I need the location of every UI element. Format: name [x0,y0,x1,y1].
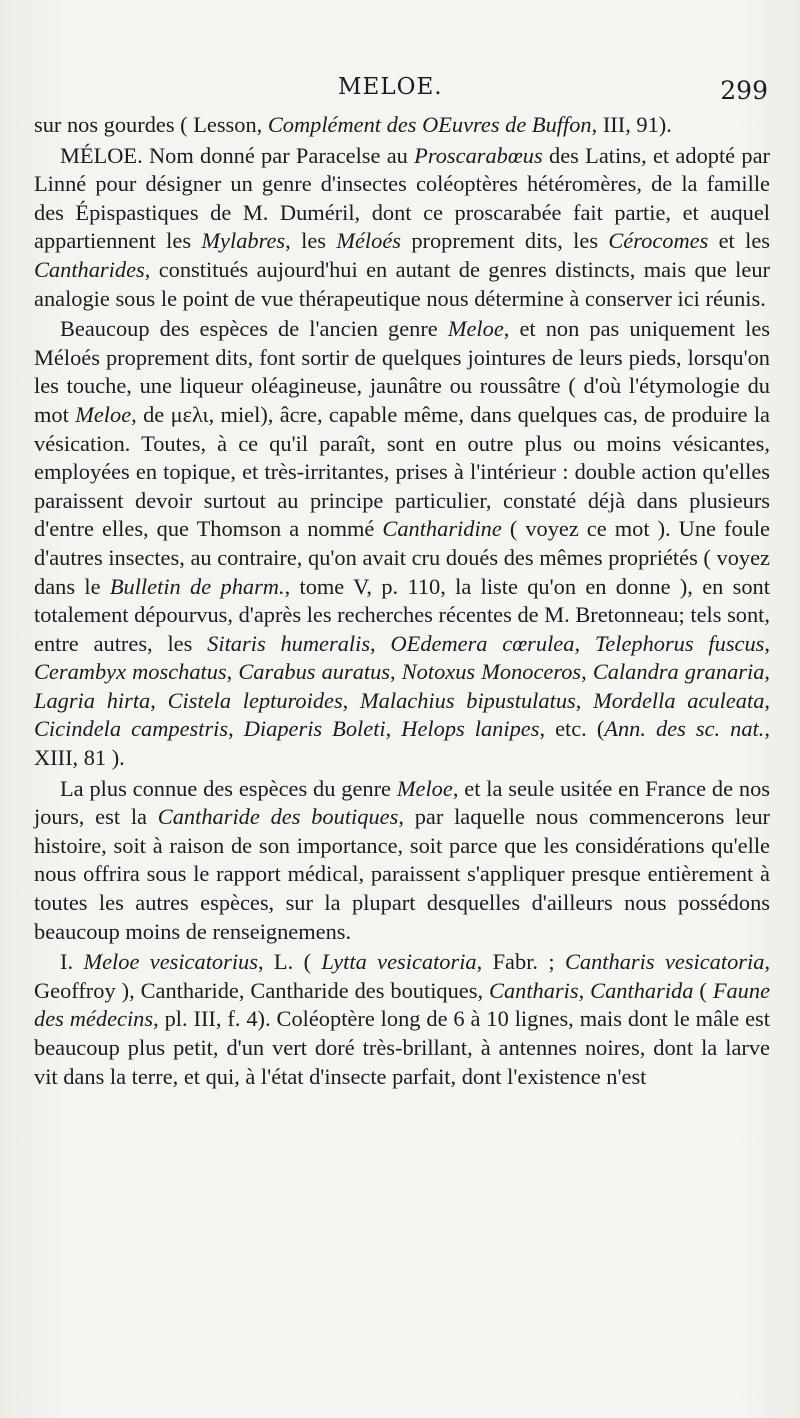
text-run: , [578,977,591,1003]
italic-term: Sitaris humeralis [207,630,371,656]
text-run: , par laquelle nous commencerons leur histoire, soit à raison de son importance, soit parce que les considérations qu'elle nous offrira sous le rapport médical, paraissent s'appliquer presque entièrement à toutes les autres espèces, sur la plupart desquelles d'ailleurs nous possédons beaucoup moins de renseignemens. [34,804,770,944]
italic-term: Ann. des sc. nat. [604,716,765,742]
italic-term: Méloés [336,228,401,254]
italic-term: Cerambyx moschatus [34,659,227,685]
text-run: , [581,659,593,685]
text-run: Beaucoup des espèces de l'ancien genre [60,316,448,342]
text-run: , [150,687,168,713]
italic-term: Meloe vesicatorius [83,949,258,975]
text-run: , [574,630,595,656]
text-run: , etc. ( [539,716,605,742]
italic-term: Lagria hirta [34,687,151,713]
text-run: , [342,687,360,713]
text-run: , III, 91). [591,112,672,137]
italic-term: Cérocomes [608,228,709,254]
italic-term: Mordella aculeata [593,687,765,713]
italic-term: Cantharide des boutiques [157,804,399,830]
text-run: des Latins, et adopté par Linné pour désigner un genre d'insectes coléoptères hétéromères, de la famille des Épispastiques de M. Duméril, dont ce proscarabée fait partie, et auquel appartiennent les [34,142,770,254]
page-number: 299 [720,76,768,105]
paragraph [34,142,770,314]
italic-term: Malachius bipustulatus [360,687,576,713]
italic-term: Cistela lepturoides [167,687,343,713]
text-run: , et la seule usitée en France de nos jours, est la [34,775,771,830]
text-run: , Fabr. ; [476,949,565,975]
text-run: sur nos gourdes ( Lesson, [34,112,268,137]
text-run: , et non pas uniquement les Méloés proprement dits, font sortir de quelques jointures de leurs pieds, lorsqu'on les touche, une liqueur oléagineuse, jaunâtre ou roussâtre ( d'où l'étymologie du mot [34,316,770,427]
italic-term: Carabus auratus [238,659,391,685]
italic-term: Telephorus fuscus [594,630,765,656]
text-run: , [385,716,402,742]
italic-term: Notoxus Monoceros [401,659,582,685]
italic-term: Lytta vesicatoria [321,949,477,975]
paragraph [34,315,770,773]
text-run: , [764,659,770,685]
text-run: , [390,659,402,685]
text-run: La plus connue des espèces du genre [60,775,397,801]
italic-term: Faune des médecins [34,977,771,1032]
text-run: , de μελι, miel), âcre, capable même, dans quelques cas, de produire la vésication. Toutes, à ce qu'il paraît, sont en outre plus ou moins vésicantes, employées en topique, et très-irritantes, prises à l'intérieur : double action qu'elles paraissent devoir surtout au principe particulier, constaté déjà dans plusieurs d'entre elles, que Thomson a nommé [34,401,770,542]
running-head: MELOE. [338,74,443,100]
text-run: , XIII, 81 ). [34,716,770,771]
text-run: ( voyez ce mot ). Une foule d'autres insectes, au contraire, qu'on avait cru doués des mêmes propriétés ( voyez dans le [34,516,770,599]
italic-term: Meloe [447,316,504,342]
italic-term: Mylabres [201,228,286,254]
paragraph [34,111,770,140]
italic-term: Cantharida [590,977,694,1003]
body-text [34,111,770,1091]
text-run: , [226,659,239,685]
italic-term: Cantharis [489,977,579,1003]
italic-term: Cantharides [34,256,145,282]
italic-term: Proscarabœus [414,142,543,168]
text-run: , constitués aujourd'hui en autant de genres distincts, mais que leur analogie sous le point de vue thérapeutique nous détermine à conserver ici réunis. [34,256,770,311]
text-run: , Geoffroy ), Cantharide, Cantharide des boutiques, [34,949,771,1003]
text-run: et les [708,228,770,254]
text-run: , pl. III, f. 4). Coléoptère long de 6 à 10 lignes, mais dont le mâle est beaucoup plus petit, d'un vert doré très-brillant, à antennes noires, dont la larve vit dans la terre, et qui, à l'état d'insecte parfait, dont l'existence n'est [34,1006,770,1089]
italic-term: Cantharis vesicatoria [564,949,765,975]
text-run: MÉLOE. Nom donné par Paracelse au [60,142,415,168]
italic-term: Helops lanipes [401,716,540,742]
italic-term: Bulletin de pharm. [109,573,285,599]
italic-term: Cicindela campestris [34,716,229,742]
italic-term: Calandra granaria [592,659,765,685]
text-run: , [370,630,391,656]
text-run: , les [285,228,337,254]
text-run: , [764,687,770,713]
text-run: , tome V, p. 110, la liste qu'on en donne ), en sont totalement dépourvus, d'après les recherches récentes de M. Bretonneau; tels sont, entre autres, les [34,573,770,656]
text-run: , [575,687,594,713]
text-run: , L. ( [257,949,322,975]
italic-term: OEdemera cœrulea [390,630,575,656]
italic-term: Cantharidine [382,516,502,542]
paragraph [34,948,770,1091]
text-run: , [228,716,244,742]
italic-term: Complément des OEuvres de Buffon [267,112,592,137]
text-run: I. [60,949,84,975]
text-run: , [764,630,771,656]
paragraph [34,775,770,947]
italic-term: Meloe [75,401,132,427]
italic-term: Meloe [396,775,453,801]
text-run: proprement dits, les [400,228,609,254]
italic-term: Diaperis Boleti [243,716,386,742]
text-run: ( [693,977,713,1003]
page-header [0,74,800,114]
